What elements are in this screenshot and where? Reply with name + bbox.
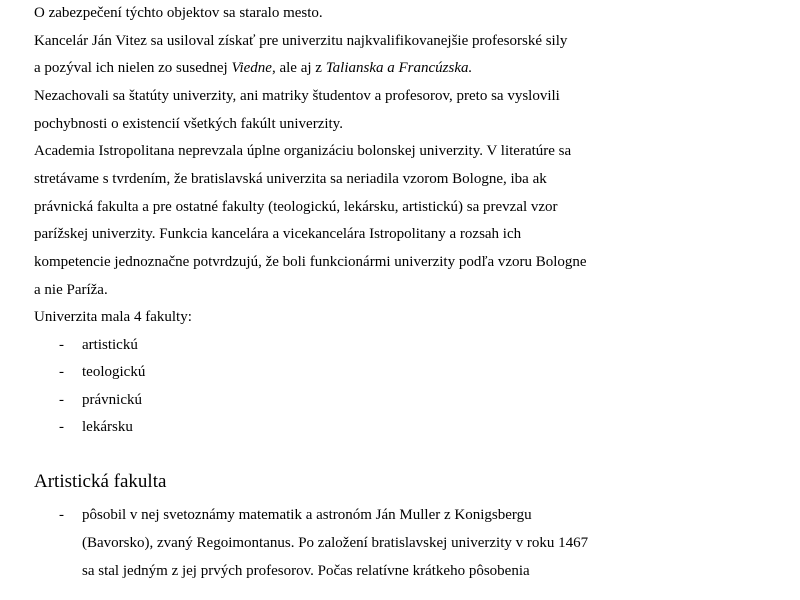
text-run: a pozýval ich nielen zo susednej (34, 60, 232, 76)
bullet-paragraph-line: pôsobil v nej svetoznámy matematik a astronóm Ján Muller z Konigsbergu (82, 507, 532, 523)
paragraph-line: parížskej univerzity. Funkcia kancelára a vicekancelára Istropolitany a rozsah ich (34, 226, 522, 242)
section-heading: Artistická fakulta (34, 471, 167, 492)
list-item: teologickú (82, 364, 146, 380)
paragraph-line (34, 59, 472, 77)
paragraph-line: kompetencie jednoznačne potvrdzujú, že boli funkcionármi univerzity podľa vzoru Bologne (34, 254, 587, 270)
list-bullet: - (59, 392, 64, 408)
italic-places: Talianska a Francúzska. (325, 60, 473, 76)
paragraph-line: Academia Istropolitana neprevzala úplne organizáciu bolonskej univerzity. V literatúre sa (34, 143, 572, 159)
list-item: lekársku (82, 419, 133, 435)
list-bullet: - (59, 507, 64, 523)
paragraph-line: stretávame s tvrdením, že bratislavská univerzita sa neriadila vzorom Bologne, iba ak (34, 171, 547, 187)
paragraph-line: a nie Paríža. (34, 282, 108, 298)
list-bullet: - (59, 337, 64, 353)
list-bullet: - (59, 364, 64, 380)
bullet-paragraph-line: (Bavorsko), zvaný Regoimontanus. Po založení bratislavskej univerzity v roku 1467 (82, 535, 589, 551)
paragraph-line: pochybnosti o existencií všetkých fakúlt univerzity. (34, 116, 343, 132)
paragraph-line: Univerzita mala 4 fakulty: (34, 309, 192, 325)
paragraph-line: Nezachovali sa štatúty univerzity, ani matriky študentov a profesorov, preto sa vyslovili (34, 88, 560, 104)
text-run: , ale aj z (271, 60, 326, 76)
italic-place-viedne: Viedne (231, 60, 272, 76)
paragraph-line: Kancelár Ján Vitez sa usiloval získať pre univerzitu najkvalifikovanejšie profesorské sily (34, 33, 568, 49)
list-item: právnickú (82, 392, 142, 408)
list-item: artistickú (82, 337, 138, 353)
paragraph-line: právnická fakulta a pre ostatné fakulty (teologickú, lekársku, artistickú) sa prevzal vzor (34, 199, 558, 215)
paragraph-line: O zabezpečení týchto objektov sa staralo mesto. (34, 5, 323, 21)
list-bullet: - (59, 419, 64, 435)
bullet-paragraph-line: sa stal jedným z jej prvých profesorov. Počas relatívne krátkeho pôsobenia (82, 563, 530, 579)
